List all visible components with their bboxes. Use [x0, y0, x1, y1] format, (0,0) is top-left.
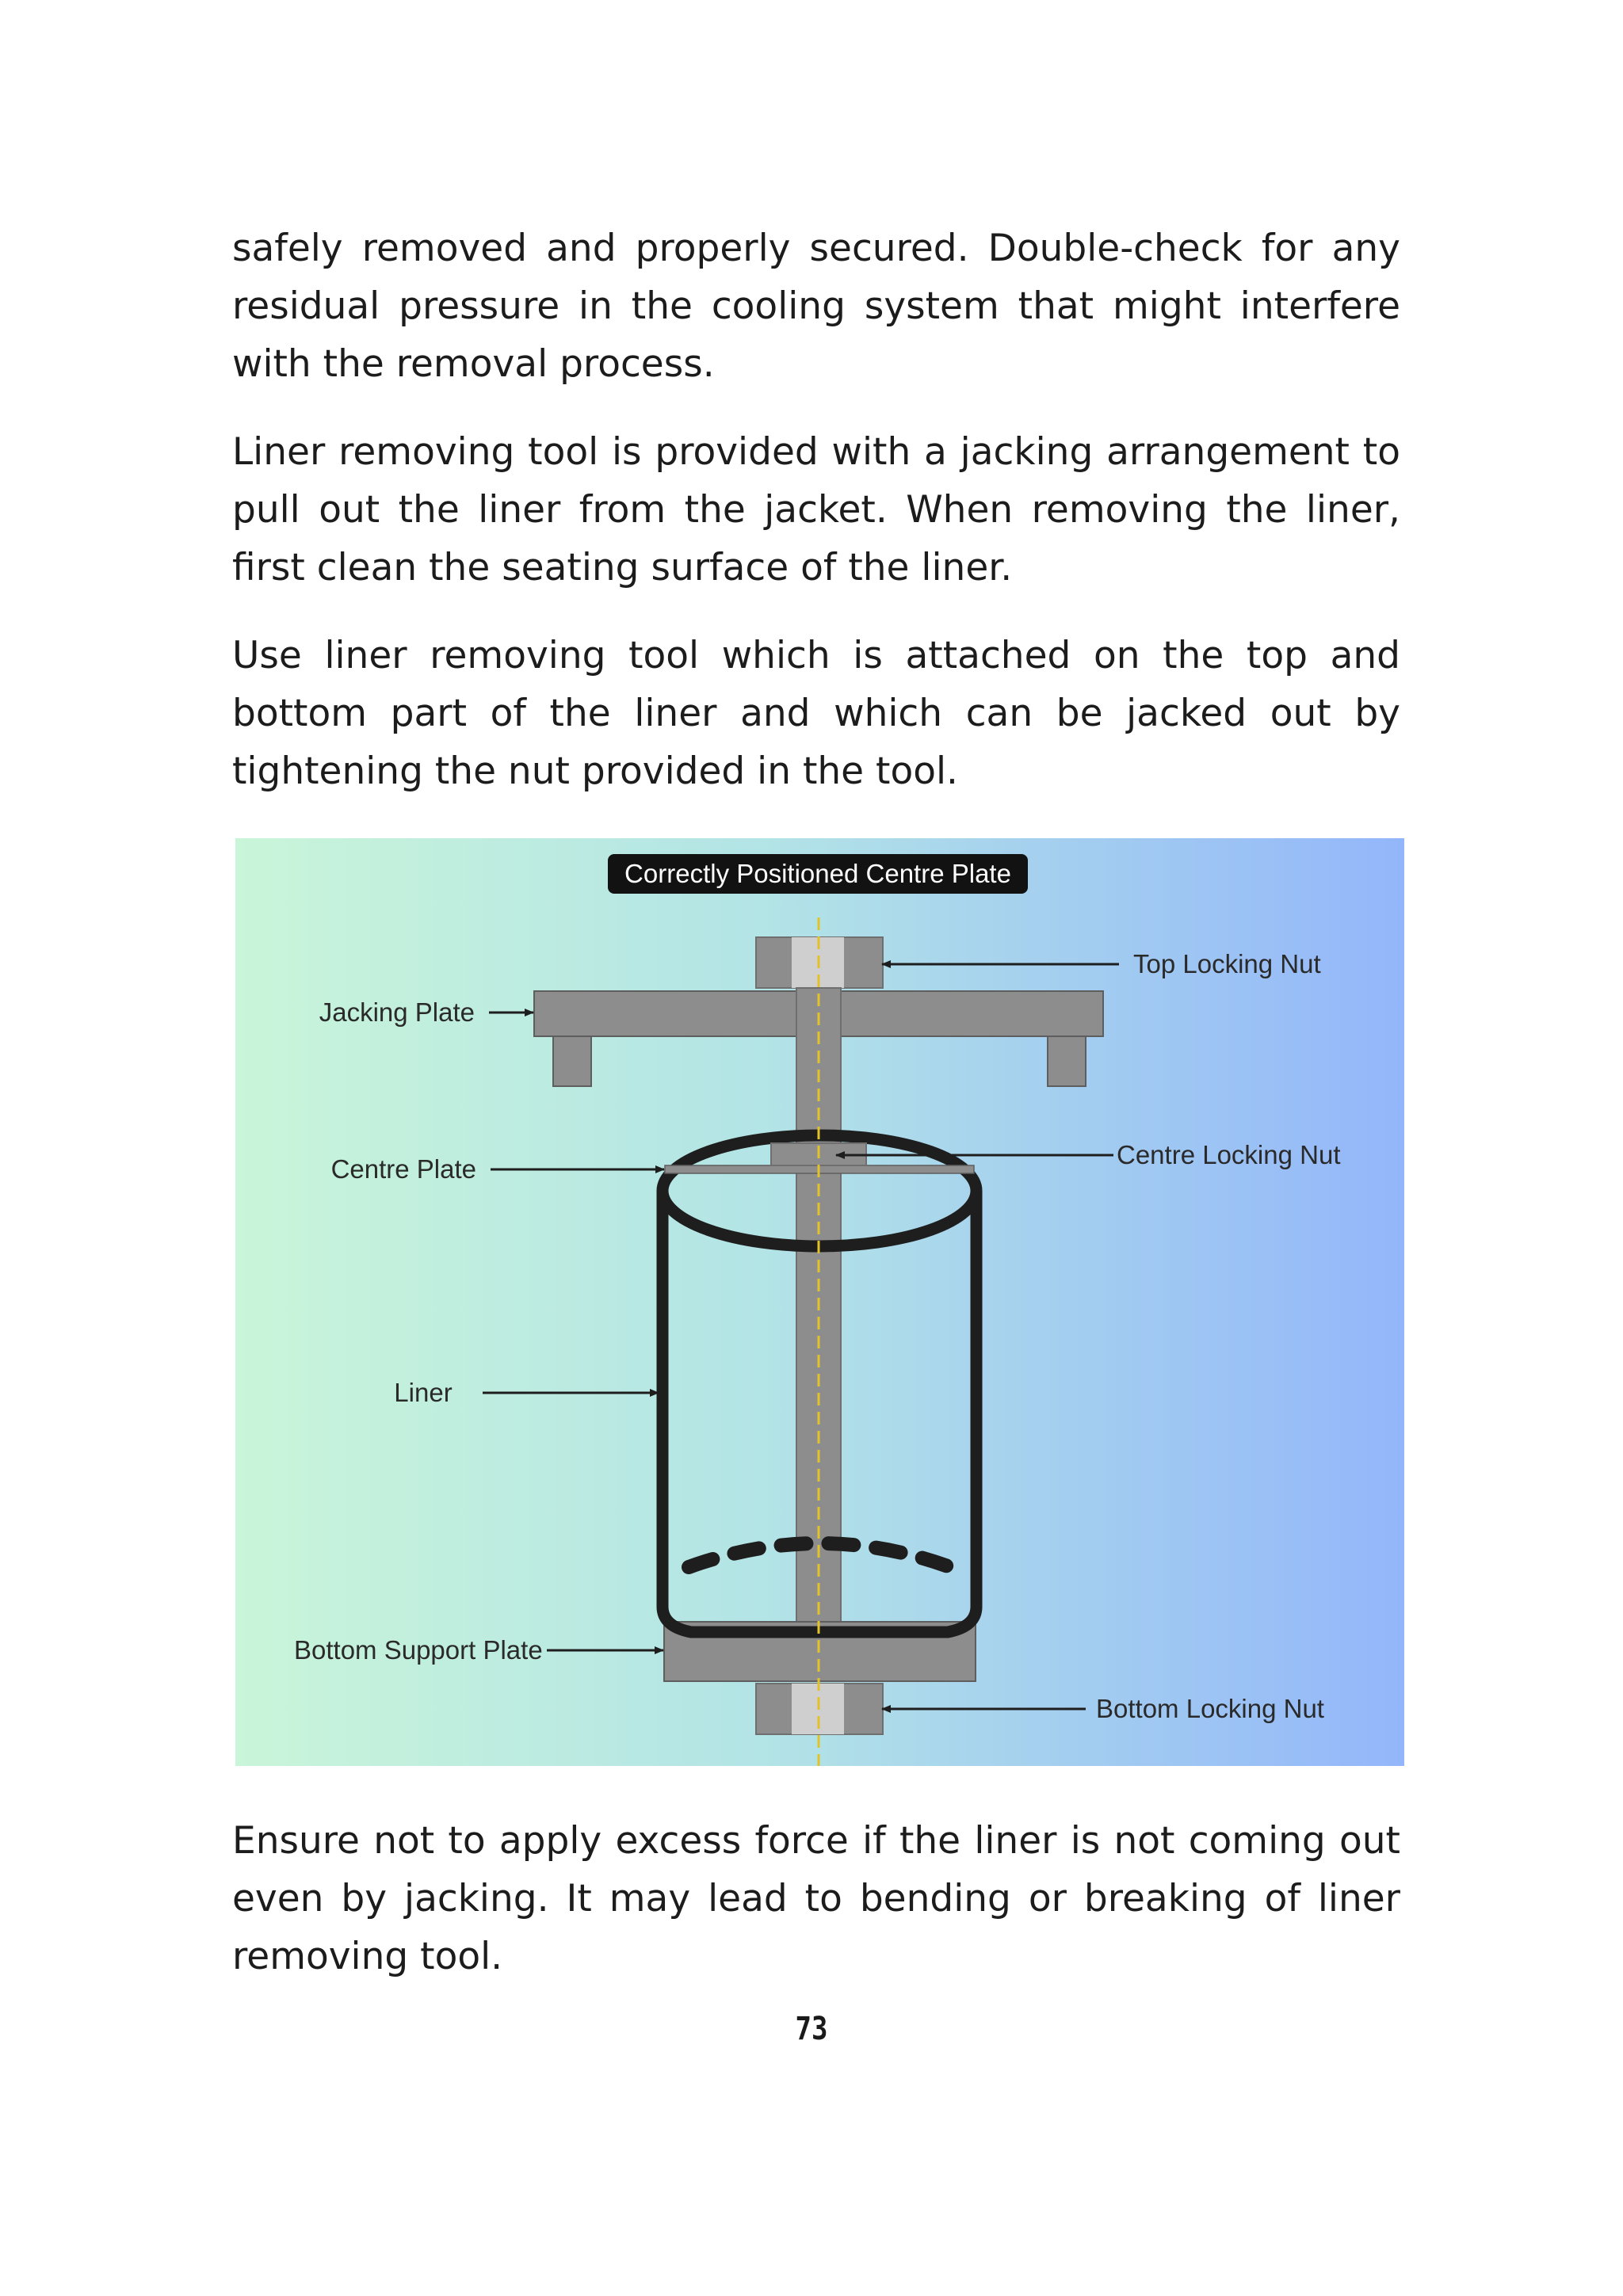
- label-liner: Liner: [394, 1378, 453, 1407]
- label-centre-locking-nut: Centre Locking Nut: [1117, 1140, 1341, 1169]
- label-top-locking-nut: Top Locking Nut: [1133, 949, 1321, 978]
- diagram-title: Correctly Positioned Centre Plate: [624, 859, 1011, 888]
- diagram-title-box: [608, 854, 1028, 894]
- liner-removal-tool-diagram: [235, 838, 1404, 1766]
- label-jacking-plate: Jacking Plate: [319, 997, 475, 1027]
- label-centre-plate: Centre Plate: [330, 1154, 476, 1184]
- label-bottom-locking-nut: Bottom Locking Nut: [1096, 1694, 1324, 1723]
- paragraph-1: safely removed and properly secured. Double-check for any residual pressure in the cooling system that might interfere with the removal process.: [232, 227, 1400, 386]
- paragraph-2: Liner removing tool is provided with a jacking arrangement to pull out the liner from the jacket. When removing the liner, first clean the seating surface of the liner.: [232, 430, 1400, 589]
- paragraph-3: Use liner removing tool which is attached on the top and bottom part of the liner and which can be jacked out by tightening the nut provided in the tool.: [232, 634, 1400, 793]
- label-bottom-support-plate: Bottom Support Plate: [294, 1635, 543, 1665]
- page-number: 73: [795, 2011, 828, 2047]
- paragraph-4: Ensure not to apply excess force if the liner is not coming out even by jacking. It may lead to bending or breaking of liner removing tool.: [232, 1819, 1400, 1978]
